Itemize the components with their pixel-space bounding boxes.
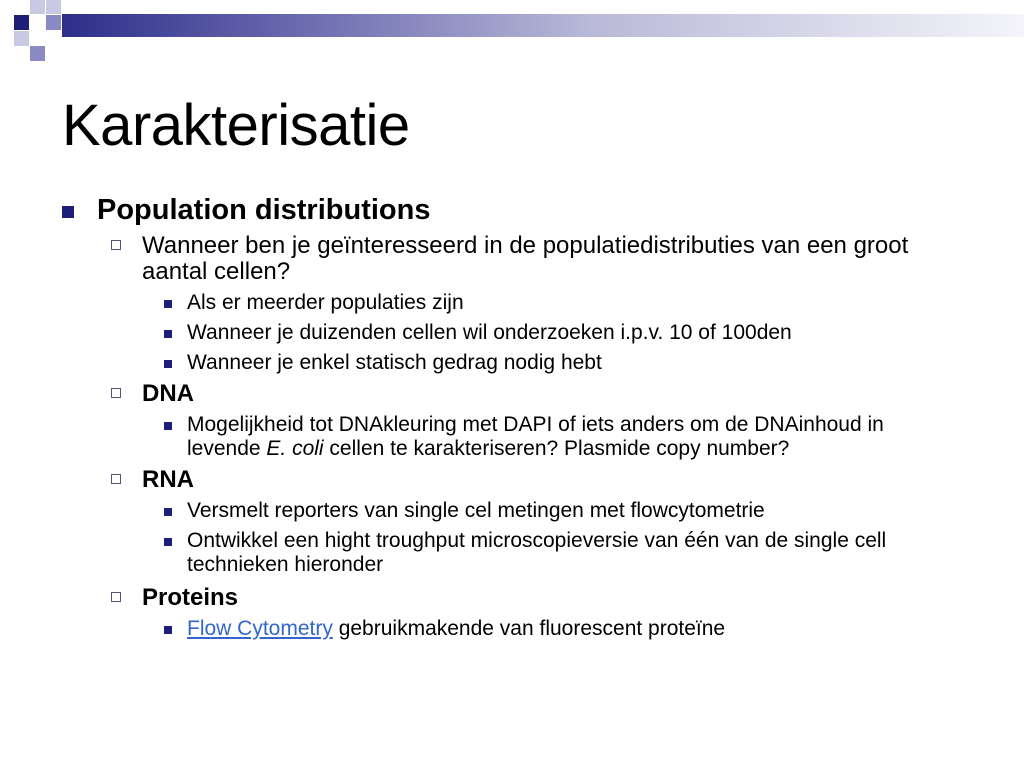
square-bullet-icon: [62, 206, 74, 218]
dna-text-italic: E. coli: [266, 437, 324, 460]
list-item: [60, 529, 960, 577]
dna-text-part2: cellen te karakteriseren? Plasmide copy number?: [323, 437, 790, 460]
rna-label: RNA: [142, 466, 194, 493]
gradient-bar: [62, 14, 1024, 37]
header-decoration: [0, 0, 1024, 70]
deco-square: [14, 15, 29, 30]
list-item: [60, 291, 960, 315]
list-item: [60, 499, 960, 523]
list-item: [60, 413, 960, 461]
bullet-proteins: [60, 585, 960, 611]
small-square-bullet-icon: [164, 360, 172, 368]
slide-content: [60, 194, 960, 641]
list-item-text: Versmelt reporters van single cel metingen met flowcytometrie: [187, 499, 765, 522]
list-item-text: Ontwikkel een hight troughput microscopieversie van één van de single cell technieken hieronder: [187, 529, 887, 576]
small-square-bullet-icon: [164, 626, 172, 634]
list-item-text: Als er meerder populaties zijn: [187, 291, 464, 314]
hollow-square-bullet-icon: [111, 240, 121, 250]
dna-label: DNA: [142, 380, 194, 407]
bullet-question: [60, 233, 960, 285]
small-square-bullet-icon: [164, 330, 172, 338]
list-item: [60, 351, 960, 375]
bullet-population-distributions: [60, 194, 960, 227]
deco-square: [14, 31, 29, 46]
list-item: [60, 617, 960, 641]
list-item-text: Wanneer je duizenden cellen wil onderzoeken i.p.v. 10 of 100den: [187, 321, 792, 344]
list-item: [60, 321, 960, 345]
flow-cytometry-link[interactable]: Flow Cytometry: [187, 617, 333, 640]
dna-text-part1: Mogelijkheid tot DNAkleuring met DAPI of iets anders om de DNAinhoud in levende: [187, 413, 884, 460]
small-square-bullet-icon: [164, 508, 172, 516]
proteins-label: Proteins: [142, 584, 239, 611]
deco-square: [30, 0, 45, 14]
heading-text: Population distributions: [97, 194, 431, 226]
bullet-rna: [60, 467, 960, 493]
hollow-square-bullet-icon: [111, 388, 121, 398]
hollow-square-bullet-icon: [111, 592, 121, 602]
deco-square: [46, 0, 61, 14]
bullet-dna: [60, 381, 960, 407]
small-square-bullet-icon: [164, 422, 172, 430]
small-square-bullet-icon: [164, 538, 172, 546]
slide-title: Karakterisatie: [62, 93, 410, 158]
list-item-text: Wanneer je enkel statisch gedrag nodig hebt: [187, 351, 602, 374]
deco-square: [30, 46, 45, 61]
question-text: Wanneer ben je geïnteresseerd in de populatiedistributies van een groot aantal cellen?: [142, 232, 909, 285]
deco-square: [46, 15, 61, 30]
proteins-text: gebruikmakende van fluorescent proteïne: [332, 617, 726, 640]
small-square-bullet-icon: [164, 300, 172, 308]
hollow-square-bullet-icon: [111, 474, 121, 484]
